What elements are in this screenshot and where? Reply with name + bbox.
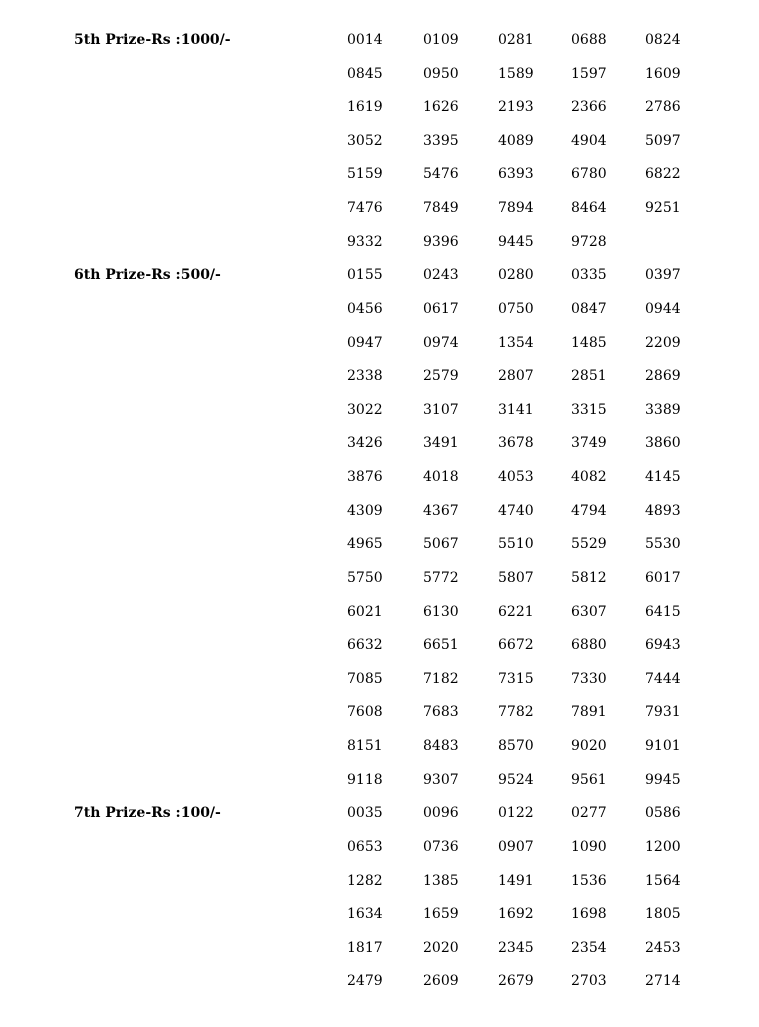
winning-number: 9945 [645, 771, 681, 788]
winning-number: 7444 [645, 670, 681, 687]
winning-number: 7476 [347, 200, 383, 217]
winning-number: 1485 [571, 334, 607, 351]
winning-number: 1200 [645, 838, 681, 855]
winning-number: 7931 [645, 704, 681, 721]
winning-number: 3749 [571, 435, 607, 452]
winning-number: 2453 [645, 939, 681, 956]
winning-number: 0617 [423, 300, 459, 317]
winning-number: 4089 [498, 132, 534, 149]
number-row [0, 367, 759, 401]
number-row [0, 535, 759, 569]
winning-number: 2479 [347, 973, 383, 990]
winning-number: 0847 [571, 300, 607, 317]
winning-number: 2869 [645, 368, 681, 385]
winning-number: 3052 [347, 132, 383, 149]
winning-number: 1698 [571, 906, 607, 923]
winning-number: 0947 [347, 334, 383, 351]
number-row [0, 401, 759, 435]
winning-number: 3022 [347, 401, 383, 418]
winning-number: 4145 [645, 469, 681, 486]
number-row [0, 670, 759, 704]
number-row [0, 603, 759, 637]
winning-number: 1634 [347, 906, 383, 923]
winning-number: 5529 [571, 536, 607, 553]
winning-number: 1626 [423, 99, 459, 116]
winning-number: 4053 [498, 469, 534, 486]
winning-number: 5159 [347, 166, 383, 183]
winning-number: 4309 [347, 502, 383, 519]
number-row [0, 771, 759, 805]
winning-number: 4904 [571, 132, 607, 149]
winning-number: 3876 [347, 469, 383, 486]
winning-number: 7782 [498, 704, 534, 721]
winning-number: 8570 [498, 738, 534, 755]
number-row [0, 872, 759, 906]
winning-number: 0397 [645, 267, 681, 284]
winning-number: 7182 [423, 670, 459, 687]
number-row [0, 233, 759, 267]
winning-number: 6021 [347, 603, 383, 620]
winning-number: 5750 [347, 569, 383, 586]
winning-number: 2579 [423, 368, 459, 385]
winning-number: 4018 [423, 469, 459, 486]
winning-number: 0281 [498, 32, 534, 48]
number-row [0, 636, 759, 670]
winning-number: 0456 [347, 300, 383, 317]
winning-number: 9118 [347, 771, 383, 788]
winning-number: 6780 [571, 166, 607, 183]
winning-number: 9020 [571, 738, 607, 755]
number-row [0, 569, 759, 603]
number-row [0, 972, 759, 1006]
winning-number: 7315 [498, 670, 534, 687]
winning-number: 1282 [347, 872, 383, 889]
winning-number: 5510 [498, 536, 534, 553]
number-row [0, 905, 759, 939]
number-row [0, 31, 759, 65]
winning-number: 0907 [498, 838, 534, 855]
number-row [0, 65, 759, 99]
winning-number: 0974 [423, 334, 459, 351]
winning-number: 2714 [645, 973, 681, 990]
winning-number: 6221 [498, 603, 534, 620]
winning-number: 9445 [498, 233, 534, 250]
number-row [0, 468, 759, 502]
winning-number: 6943 [645, 637, 681, 654]
winning-number: 3395 [423, 132, 459, 149]
number-row [0, 132, 759, 166]
winning-number: 0944 [645, 300, 681, 317]
winning-number: 1805 [645, 906, 681, 923]
winning-number: 0824 [645, 32, 681, 48]
winning-number: 2338 [347, 368, 383, 385]
winning-number: 5067 [423, 536, 459, 553]
winning-number: 6307 [571, 603, 607, 620]
winning-number: 3107 [423, 401, 459, 418]
winning-number: 1692 [498, 906, 534, 923]
winning-number: 2851 [571, 368, 607, 385]
winning-number: 9101 [645, 738, 681, 755]
number-row [0, 98, 759, 132]
number-row [0, 939, 759, 973]
winning-number: 9396 [423, 233, 459, 250]
winning-number: 6017 [645, 569, 681, 586]
winning-number: 0280 [498, 267, 534, 284]
winning-number: 7608 [347, 704, 383, 721]
number-row [0, 266, 759, 300]
winning-number: 0122 [498, 805, 534, 822]
number-row [0, 300, 759, 334]
winning-number: 7894 [498, 200, 534, 217]
winning-number: 9561 [571, 771, 607, 788]
winning-number: 5807 [498, 569, 534, 586]
winning-number: 2366 [571, 99, 607, 116]
winning-number: 0335 [571, 267, 607, 284]
winning-number: 1619 [347, 99, 383, 116]
winning-number: 3389 [645, 401, 681, 418]
number-row [0, 838, 759, 872]
winning-number: 7849 [423, 200, 459, 217]
winning-number: 0096 [423, 805, 459, 822]
winning-number: 6393 [498, 166, 534, 183]
winning-number: 4367 [423, 502, 459, 519]
winning-number: 4082 [571, 469, 607, 486]
winning-number: 5097 [645, 132, 681, 149]
winning-number: 8483 [423, 738, 459, 755]
winning-number: 6130 [423, 603, 459, 620]
winning-number: 0586 [645, 805, 681, 822]
winning-number: 0014 [347, 32, 383, 48]
winning-number: 3860 [645, 435, 681, 452]
winning-number: 6651 [423, 637, 459, 654]
winning-number: 0950 [423, 65, 459, 82]
winning-number: 9524 [498, 771, 534, 788]
prize-label: 7th Prize-Rs :100/- [74, 805, 221, 822]
winning-number: 2786 [645, 99, 681, 116]
winning-number: 0109 [423, 32, 459, 48]
winning-number: 2354 [571, 939, 607, 956]
winning-number: 7085 [347, 670, 383, 687]
winning-number: 2679 [498, 973, 534, 990]
number-row [0, 199, 759, 233]
winning-number: 8464 [571, 200, 607, 217]
winning-number: 2609 [423, 973, 459, 990]
number-row [0, 737, 759, 771]
winning-number: 1589 [498, 65, 534, 82]
winning-number: 6822 [645, 166, 681, 183]
winning-number: 1609 [645, 65, 681, 82]
winning-number: 1817 [347, 939, 383, 956]
winning-number: 6415 [645, 603, 681, 620]
number-row [0, 165, 759, 199]
winning-number: 2020 [423, 939, 459, 956]
winning-number: 6632 [347, 637, 383, 654]
winning-number: 2209 [645, 334, 681, 351]
winning-number: 9728 [571, 233, 607, 250]
winning-number: 9307 [423, 771, 459, 788]
winning-number: 0845 [347, 65, 383, 82]
number-row [0, 334, 759, 368]
winning-number: 1597 [571, 65, 607, 82]
winning-number: 8151 [347, 738, 383, 755]
number-row [0, 502, 759, 536]
winning-number: 7683 [423, 704, 459, 721]
winning-number: 6672 [498, 637, 534, 654]
prize-label: 6th Prize-Rs :500/- [74, 267, 221, 284]
winning-number: 5530 [645, 536, 681, 553]
winning-number: 1491 [498, 872, 534, 889]
winning-number: 9251 [645, 200, 681, 217]
winning-number: 2345 [498, 939, 534, 956]
winning-number: 6880 [571, 637, 607, 654]
winning-number: 1090 [571, 838, 607, 855]
winning-number: 7891 [571, 704, 607, 721]
winning-number: 9332 [347, 233, 383, 250]
winning-number: 0277 [571, 805, 607, 822]
winning-number: 2193 [498, 99, 534, 116]
winning-number: 0035 [347, 805, 383, 822]
winning-number: 1564 [645, 872, 681, 889]
winning-number: 0736 [423, 838, 459, 855]
winning-number: 5476 [423, 166, 459, 183]
winning-number: 3426 [347, 435, 383, 452]
winning-number: 0750 [498, 300, 534, 317]
winning-number: 3315 [571, 401, 607, 418]
winning-number: 1659 [423, 906, 459, 923]
winning-number: 4740 [498, 502, 534, 519]
winning-number: 2807 [498, 368, 534, 385]
winning-number: 1536 [571, 872, 607, 889]
winning-number: 0653 [347, 838, 383, 855]
winning-number: 4794 [571, 502, 607, 519]
winning-number: 3491 [423, 435, 459, 452]
winning-number: 3141 [498, 401, 534, 418]
number-row [0, 804, 759, 838]
winning-number: 0155 [347, 267, 383, 284]
prize-label: 5th Prize-Rs :1000/- [74, 32, 231, 48]
winning-number: 4965 [347, 536, 383, 553]
winning-number: 2703 [571, 973, 607, 990]
winning-number: 1354 [498, 334, 534, 351]
winning-number: 3678 [498, 435, 534, 452]
number-row [0, 703, 759, 737]
winning-number: 0688 [571, 32, 607, 48]
number-row [0, 434, 759, 468]
winning-number: 5812 [571, 569, 607, 586]
winning-number: 5772 [423, 569, 459, 586]
winning-number: 0243 [423, 267, 459, 284]
winning-number: 7330 [571, 670, 607, 687]
winning-number: 1385 [423, 872, 459, 889]
winning-number: 4893 [645, 502, 681, 519]
